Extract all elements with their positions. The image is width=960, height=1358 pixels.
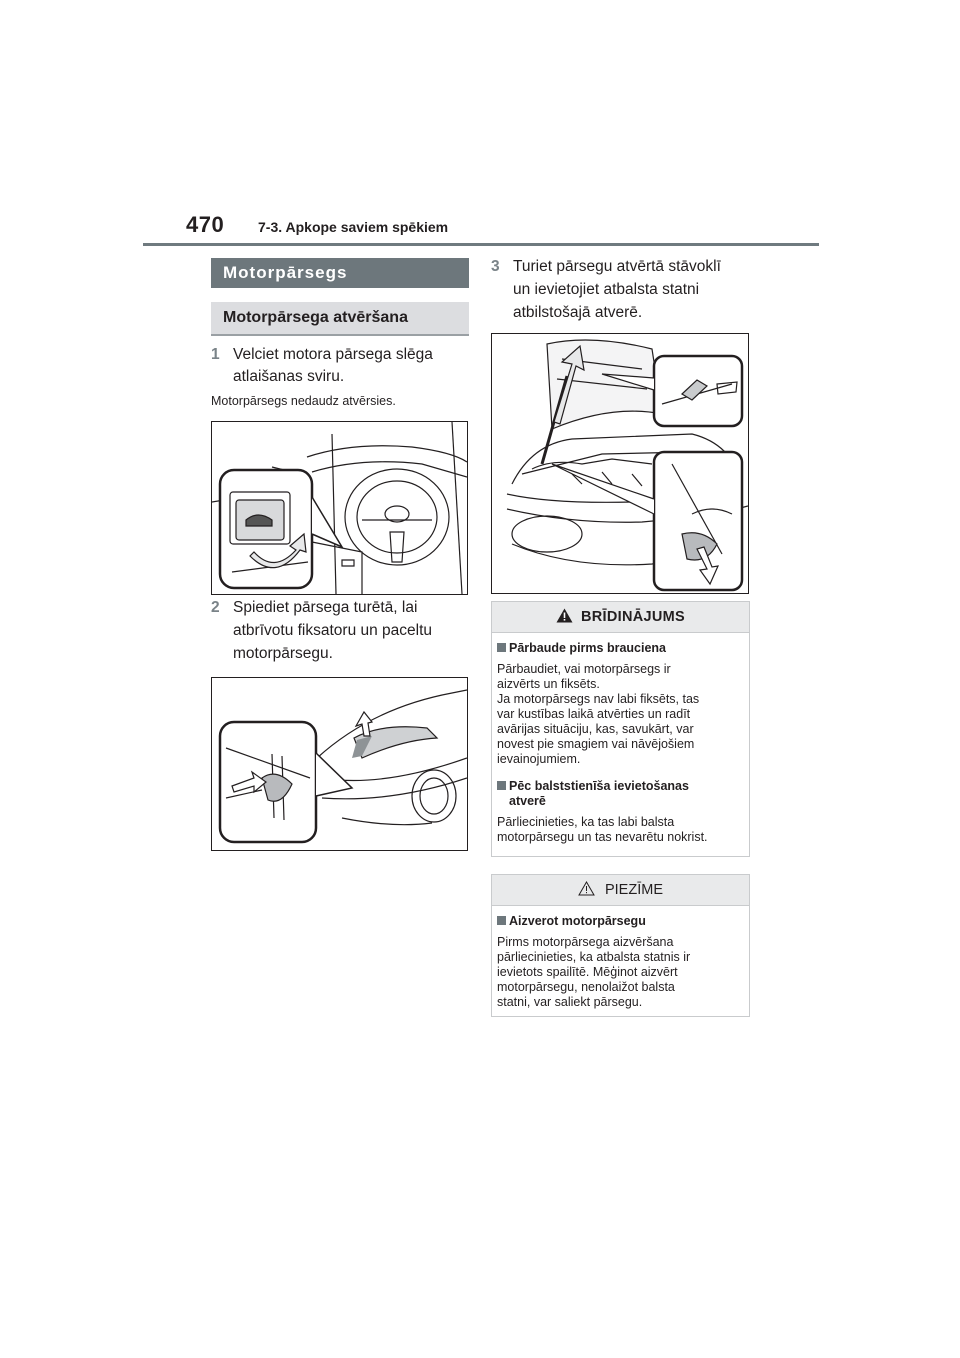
figure-hood-latch: [211, 677, 468, 851]
text-line: Pirms motorpārsega aizvēršana: [497, 935, 674, 949]
warning-box: [491, 601, 750, 857]
text-line: Pārbaudiet, vai motorpārsegs ir: [497, 662, 671, 676]
header-divider: [143, 243, 819, 246]
step-2: [211, 597, 469, 665]
step-2-number: 2: [211, 599, 220, 616]
text-line: Ja motorpārsegs nav labi fiksēts, tas: [497, 692, 700, 706]
bullet-square-icon: [497, 916, 506, 925]
text-line: pārliecinieties, ka atbalsta statnis ir: [497, 950, 691, 964]
warning-item-2-text: [497, 815, 743, 845]
warning-title: BRĪDINĀJUMS: [581, 609, 685, 625]
text-line: motorpārsegu un tas nevarētu nokrist.: [497, 830, 708, 844]
step-1-line-2: atlaišanas sviru.: [233, 368, 345, 385]
step-3-line-3: atbilstošajā atverē.: [513, 304, 643, 321]
bullet-square-icon: [497, 781, 506, 790]
warning-item-2-title: [497, 779, 743, 809]
notice-item-1-title: [497, 914, 743, 929]
sub-heading: [211, 302, 469, 336]
warning-header: [492, 602, 749, 633]
step-1-note: Motorpārsegs nedaudz atvērsies.: [211, 394, 396, 408]
step-1-line-1: Velciet motora pārsega slēga: [233, 346, 433, 363]
figure-hood-release-lever: [211, 421, 468, 595]
bullet-square-icon: [497, 643, 506, 652]
notice-box: [491, 874, 750, 1017]
page-number: 470: [186, 212, 225, 237]
warning-item-1-title-text: Pārbaude pirms brauciena: [509, 641, 667, 655]
warning-item-2-title-line-1: Pēc balststienīša ievietošanas: [509, 779, 689, 793]
text-line: motorpārsegu, nenolaižot balsta: [497, 980, 675, 994]
warning-item-1-text: [497, 662, 743, 767]
text-line: novest pie smagiem vai nāvējošiem: [497, 737, 695, 751]
notice-title: PIEZĪME: [604, 882, 663, 898]
step-2-line-3: motorpārsegu.: [233, 645, 333, 662]
step-3: [491, 256, 749, 326]
notice-triangle-icon: [578, 881, 595, 900]
step-3-line-1: Turiet pārsegu atvērtā stāvoklī: [513, 258, 721, 275]
text-line: var kustības laikā atvērties un radīt: [497, 707, 691, 721]
warning-item-1-title: [497, 641, 743, 656]
text-line: avārijas situāciju, kas, savukārt, var: [497, 722, 694, 736]
warning-triangle-icon: [556, 608, 573, 627]
text-line: Pārliecinieties, ka tas labi balsta: [497, 815, 675, 829]
warning-body: [492, 633, 749, 851]
section-title: 7-3. Apkope saviem spēkiem: [258, 219, 449, 235]
warning-item-2-title-line-2: atverē: [509, 794, 546, 808]
step-2-line-1: Spiediet pārsega turētā, lai: [233, 599, 418, 616]
step-3-number: 3: [491, 258, 500, 275]
step-3-line-2: un ievietojiet atbalsta statni: [513, 281, 700, 298]
step-1-number: 1: [211, 346, 220, 363]
main-heading-text: Motorpārsegs: [223, 263, 348, 282]
text-line: ievietots spailītē. Mēģinot aizvērt: [497, 965, 678, 979]
text-line: ievainojumiem.: [497, 752, 581, 766]
sub-heading-text: Motorpārsega atvēršana: [223, 309, 408, 326]
notice-item-1-title-text: Aizverot motorpārsegu: [509, 914, 646, 928]
text-line: aizvērts un fiksēts.: [497, 677, 600, 691]
figure-hood-prop-rod: [491, 333, 749, 594]
notice-item-1-text: [497, 935, 743, 1010]
notice-header: [492, 875, 749, 906]
main-heading: [211, 258, 469, 288]
step-1: [211, 344, 469, 390]
notice-body: [492, 906, 749, 1016]
text-line: statni, var saliekt pārsegu.: [497, 995, 643, 1009]
step-2-line-2: atbrīvotu fiksatoru un paceltu: [233, 622, 433, 639]
